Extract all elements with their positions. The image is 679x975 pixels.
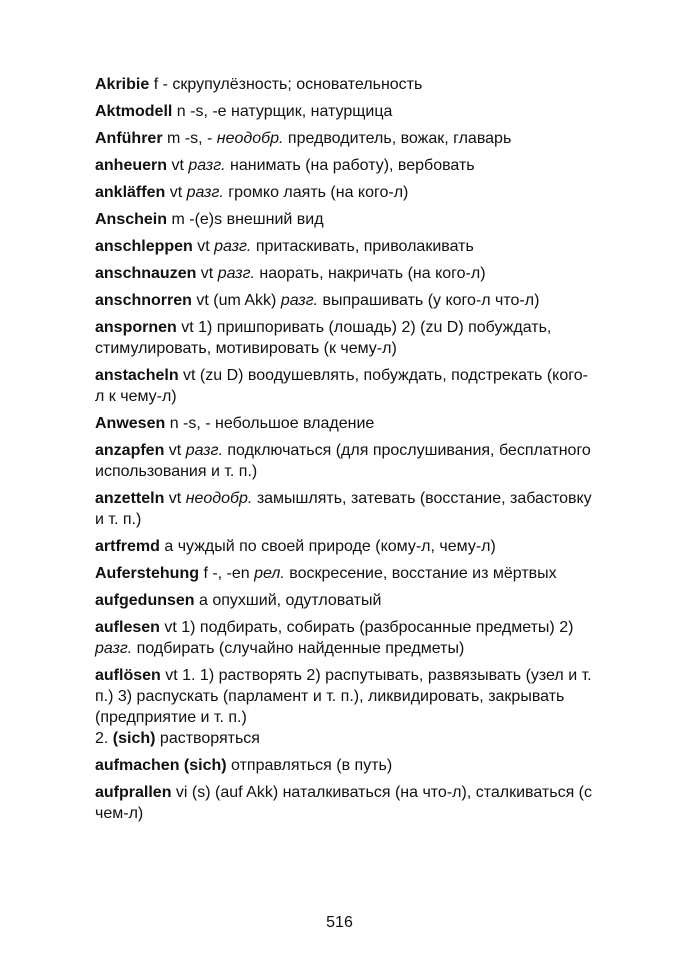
dictionary-entry — [95, 317, 595, 359]
dictionary-entry — [95, 209, 595, 230]
definition-text: громко лаять (на кого-л) — [223, 184, 409, 201]
definition-text: vt — [167, 157, 189, 174]
definition-text: vt 1) пришпоривать (лошадь) 2) (zu D) побуждать, стимулировать, мотивировать (к чему-л) — [95, 319, 552, 357]
headword: Aktmodell — [95, 103, 173, 120]
definition-text: vt — [192, 238, 215, 255]
dictionary-entry — [95, 365, 595, 407]
definition-text: предводитель, вожак, главарь — [283, 130, 512, 147]
definition-text: vt (um Akk) — [191, 292, 281, 309]
definition-text: vt — [164, 490, 186, 507]
headword: anschleppen — [95, 238, 193, 255]
usage-label: разг. — [214, 238, 252, 255]
definition-text: растворяться — [155, 730, 260, 747]
usage-label: разг. — [280, 292, 319, 309]
dictionary-entry — [95, 155, 595, 176]
headword: aufprallen — [95, 784, 172, 801]
dictionary-entry — [95, 101, 595, 122]
dictionary-entry — [95, 617, 595, 659]
usage-label: разг. — [186, 184, 224, 201]
definition-text: n -s, -e натурщик, натурщица — [172, 103, 393, 120]
definition-text: a опухший, одутловатый — [194, 592, 382, 609]
headword: auflösen — [95, 667, 161, 684]
usage-label: разг. — [95, 640, 133, 657]
headword: Anwesen — [95, 415, 166, 432]
headword: anspornen — [95, 319, 177, 336]
usage-label: разг. — [185, 442, 223, 459]
definition-text: m -(e)s внешний вид — [167, 211, 324, 228]
definition-text: vi (s) (auf Akk) наталкиваться (на что-л), сталкиваться (с чем-л) — [95, 784, 592, 822]
definition-text: vt — [165, 184, 187, 201]
definition-text: f - скрупулёзность; основательность — [149, 76, 423, 93]
headword: anschnauzen — [95, 265, 197, 282]
dictionary-entry — [95, 665, 595, 749]
headword: artfremd — [95, 538, 160, 555]
dictionary-entry — [95, 536, 595, 557]
definition-text: vt — [196, 265, 218, 282]
dictionary-entry — [95, 236, 595, 257]
dictionary-entry — [95, 488, 595, 530]
page-number: 516 — [326, 914, 353, 931]
definition-text: притаскивать, приволакивать — [251, 238, 474, 255]
definition-text: воскресение, восстание из мёртвых — [284, 565, 557, 582]
definition-text: vt 1. 1) растворять 2) распутывать, развязывать (узел и т. п.) 3) распускать (парламент и т. п.), ликвидировать, закрывать (предприятие и т. п.) — [95, 667, 592, 726]
dictionary-entry — [95, 263, 595, 284]
definition-text: нанимать (на работу), вербовать — [225, 157, 475, 174]
usage-label: неодобр. — [185, 490, 253, 507]
headword: aufmachen (sich) — [95, 757, 227, 774]
definition-text: подбирать (случайно найденные предметы) — [132, 640, 465, 657]
headword: anstacheln — [95, 367, 179, 384]
usage-label: разг. — [188, 157, 226, 174]
dictionary-entry — [95, 755, 595, 776]
headword: anschnorren — [95, 292, 192, 309]
headword: anzapfen — [95, 442, 165, 459]
dictionary-entry — [95, 782, 595, 824]
headword: Anschein — [95, 211, 168, 228]
dictionary-entry — [95, 590, 595, 611]
usage-label: рел. — [254, 565, 285, 582]
headword: auflesen — [95, 619, 160, 636]
dictionary-entry — [95, 413, 595, 434]
dictionary-entry — [95, 563, 595, 584]
entry-list — [95, 74, 595, 830]
dictionary-entry — [95, 290, 595, 311]
usage-label: разг. — [217, 265, 255, 282]
definition-text: выпрашивать (у кого-л что-л) — [318, 292, 540, 309]
definition-text: наорать, накричать (на кого-л) — [254, 265, 486, 282]
headword: Anführer — [95, 130, 163, 147]
headword: anheuern — [95, 157, 168, 174]
headword: ankläffen — [95, 184, 166, 201]
headword: (sich) — [112, 730, 156, 747]
definition-text: f -, -en — [199, 565, 255, 582]
definition-text: vt 1) подбирать, собирать (разбросанные предметы) 2) — [159, 619, 574, 636]
definition-text: n -s, - небольшое владение — [165, 415, 375, 432]
definition-text: замышлять, затевать (восстание, забастовку и т. п.) — [95, 490, 592, 528]
definition-text: отправляться (в путь) — [226, 757, 393, 774]
definition-text: vt (zu D) воодушевлять, побуждать, подстрекать (кого-л к чему-л) — [95, 367, 588, 405]
headword: Akribie — [95, 76, 150, 93]
definition-text: m -s, - — [162, 130, 217, 147]
headword: anzetteln — [95, 490, 165, 507]
dictionary-entry — [95, 128, 595, 149]
dictionary-entry — [95, 74, 595, 95]
dictionary-entry — [95, 440, 595, 482]
headword: aufgedunsen — [95, 592, 195, 609]
definition-text: vt — [164, 442, 186, 459]
usage-label: неодобр. — [216, 130, 284, 147]
definition-text: a чуждый по своей природе (кому-л, чему-л) — [159, 538, 496, 555]
headword: Auferstehung — [95, 565, 199, 582]
dictionary-entry — [95, 182, 595, 203]
definition-text: 2. — [95, 730, 113, 747]
definition-text: подключаться (для прослушивания, бесплатного использования и т. п.) — [95, 442, 591, 480]
